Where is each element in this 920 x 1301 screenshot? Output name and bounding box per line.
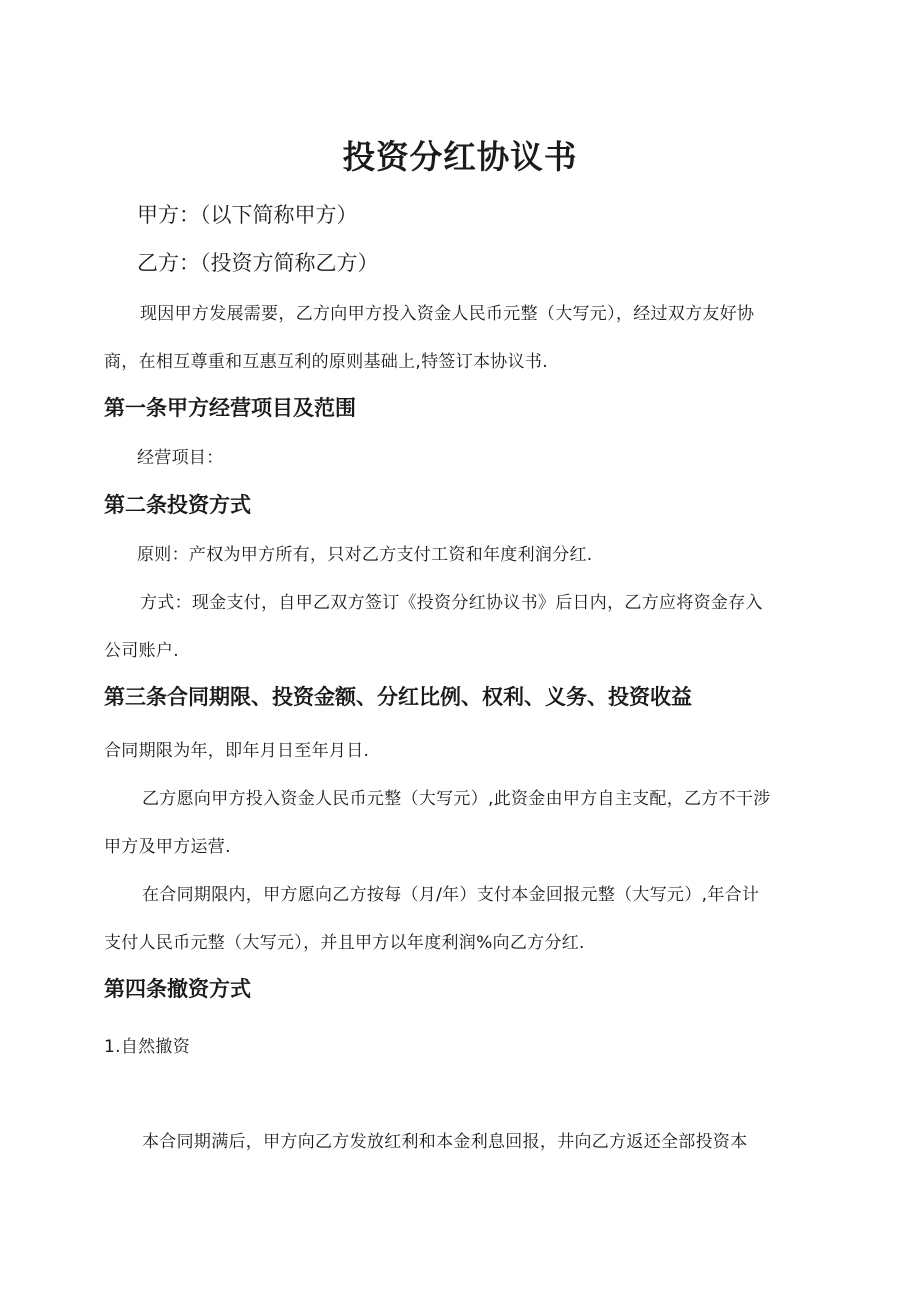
- document-title: 投资分红协议书: [342, 138, 578, 176]
- article2-method-line-1: 方式：现金支付，自甲乙双方签订《投资分红协议书》后日内，乙方应将资金存入: [140, 593, 763, 613]
- article3-investment-line-2: 甲方及甲方运营.: [104, 837, 231, 857]
- article2-principle: 原则：产权为甲方所有，只对乙方支付工资和年度利润分红.: [137, 545, 593, 565]
- article3-investment-line-1: 乙方愿向甲方投入资金人民币元整（大写元）,此资金由甲方自主支配，乙方不干涉: [142, 789, 771, 809]
- article2-method-line-2: 公司账户.: [104, 641, 179, 661]
- article3-return-line-2: 支付人民币元整（大写元），并且甲方以年度利润%向乙方分红.: [104, 933, 585, 953]
- intro-line-1: 现因甲方发展需要，乙方向甲方投入资金人民币元整（大写元），经过双方友好协: [140, 304, 755, 324]
- article4-item1-text: 本合同期满后，甲方向乙方发放红利和本金利息回报，井向乙方返还全部投资本: [142, 1132, 748, 1152]
- article3-term: 合同期限为年，即年月日至年月日.: [104, 741, 370, 761]
- article3-return-line-1: 在合同期限内，甲方愿向乙方按每（月/年）支付本金回报元整（大写元）,年合计: [142, 885, 760, 905]
- intro-line-2: 商，在相互尊重和互惠互利的原则基础上,特签订本协议书.: [104, 352, 548, 372]
- article2-heading: 第二条投资方式: [104, 493, 251, 517]
- party-b: 乙方：（投资方简称乙方）: [137, 251, 379, 275]
- article1-project: 经营项目：: [137, 448, 224, 468]
- article1-heading: 第一条甲方经营项目及范围: [104, 396, 356, 420]
- party-a: 甲方：（以下简称甲方）: [137, 203, 358, 227]
- article3-heading: 第三条合同期限、投资金额、分红比例、权利、义务、投资收益: [104, 685, 692, 709]
- article4-heading: 第四条撤资方式: [104, 977, 251, 1001]
- article4-item1: 1.自然撤资: [104, 1037, 191, 1057]
